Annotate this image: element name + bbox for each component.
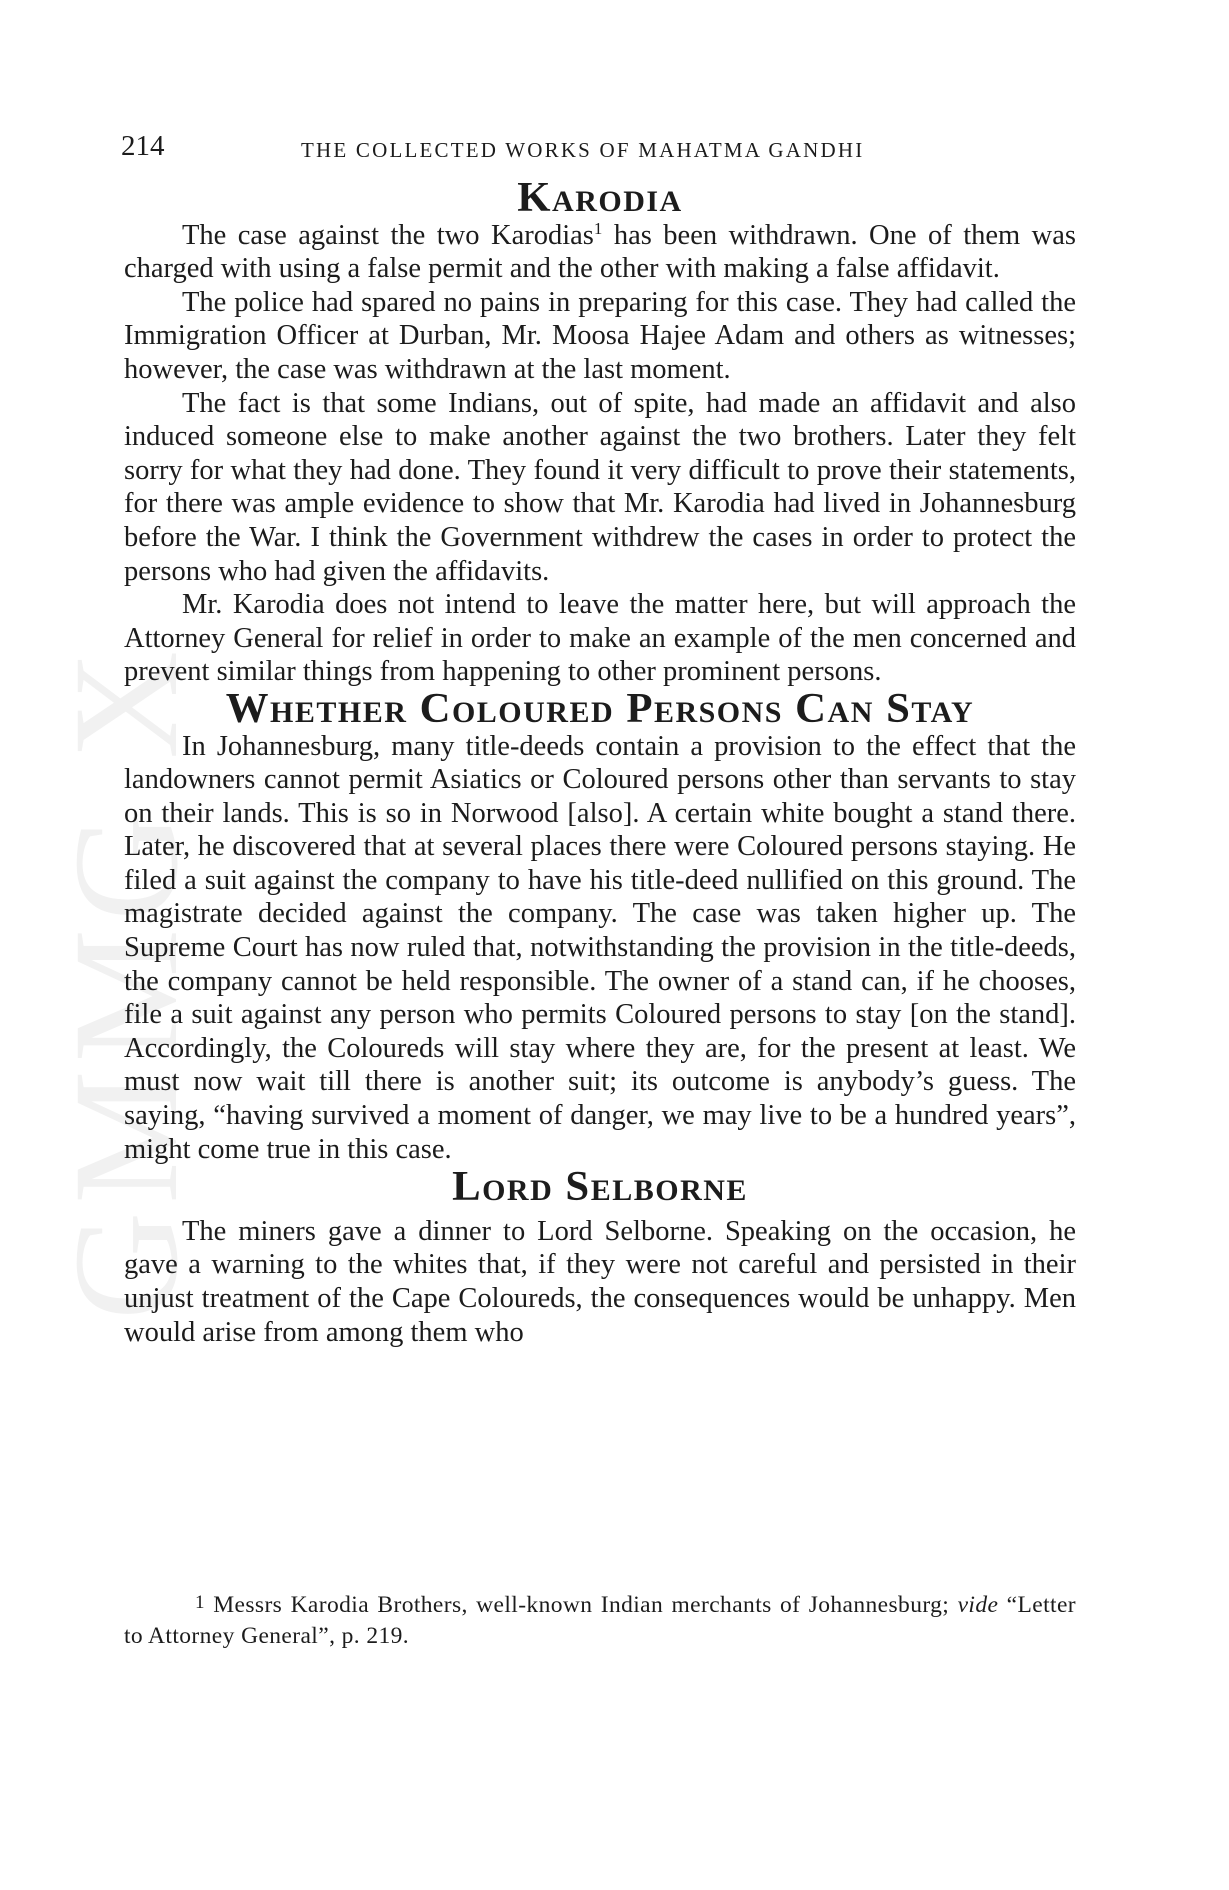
page-body (124, 174, 1076, 1349)
paragraph-text: The case against the two Karodias (182, 219, 594, 251)
paragraph: The police had spared no pains in preparing for this case. They had called the Immigration Officer at Durban, Mr. Moosa Hajee Adam and others as witnesses; however, the case was withdrawn at the last moment. (124, 286, 1076, 385)
page-number: 214 (121, 130, 165, 162)
footnote-body: Messrs Karodia Brothers, well-known Indian merchants of Johannesburg; (204, 1592, 958, 1618)
section-title-karodia: Karodia (517, 174, 683, 221)
footnote-text (124, 1590, 1076, 1652)
footnote-vide: vide (957, 1592, 999, 1618)
paragraph: The miners gave a dinner to Lord Selborne. Speaking on the occasion, he gave a warning to the whites that, if they were not careful and persisted in their unjust treatment of the Cape Coloureds, the consequences would be unhappy. Men would arise from among them who (124, 1215, 1076, 1348)
footnote-reference-text: “Letter to Attorney General”, p. 219. (124, 1592, 1076, 1649)
paragraph: The fact is that some Indians, out of spite, had made an affidavit and also induced someone else to make another against the two brothers. Later they felt sorry for what they had done. They found it very difficult to prove their statements, for there was ample evidence to show that Mr. Karodia had lived in Johannesburg before the War. I think the Government withdrew the cases in order to protect the persons who had given the affidavits. (124, 387, 1076, 587)
section-title-coloured-persons: Whether Coloured Persons Can Stay (225, 684, 975, 732)
footnote-reference[interactable]: 1 (593, 218, 603, 238)
footnote (124, 1590, 1076, 1652)
paragraph-text: has been withdrawn. One of them was charged with using a false permit and the other with making a false affidavit. (124, 219, 1076, 285)
watermark: GMMG X (43, 642, 209, 1320)
running-head: THE COLLECTED WORKS OF MAHATMA GANDHI (301, 138, 865, 162)
paragraph: In Johannesburg, many title-deeds contain a provision to the effect that the landowners cannot permit Asiatics or Coloured persons other than servants to stay on their lands. This is so in Norwood [also]. A certain white bought a stand there. Later, he discovered that at several places there were Coloured persons staying. He filed a suit against the company to have his title-deed nullified on this ground. The magistrate decided against the company. The case was taken higher up. The Supreme Court has now ruled that, notwithstanding the provision in the title-deeds, the company cannot be held responsible. The owner of a stand can, if he chooses, file a suit against any person who permits Coloured persons to stay [on the stand]. Accordingly, the Coloureds will stay where they are, for the present at least. We must now wait till there is another suit; its outcome is anybody’s guess. The saying, “having survived a moment of danger, we may live to be a hundred years”, might come true in this case. (124, 730, 1076, 1165)
section-title-lord-selborne: Lord Selborne (452, 1163, 748, 1211)
paragraph (124, 219, 1076, 286)
page-header (121, 126, 1076, 166)
paragraph: Mr. Karodia does not intend to leave the matter here, but will approach the Attorney General for relief in order to make an example of the men concerned and prevent similar things from happening to other prominent persons. (124, 589, 1076, 688)
footnote-marker: 1 (195, 1592, 205, 1613)
